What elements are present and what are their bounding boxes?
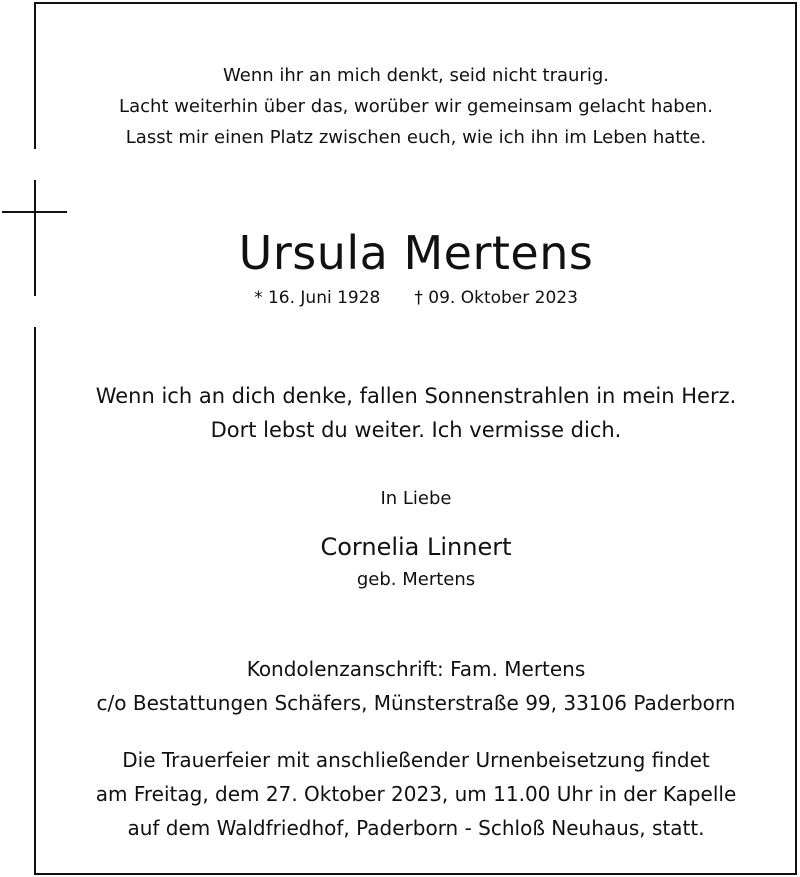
funeral-info: [36, 743, 796, 845]
death-date: † 09. Oktober 2023: [414, 288, 578, 308]
birth-date: * 16. Juni 1928: [254, 288, 381, 308]
condolence-address-line: Kondolenzanschrift: Fam. Mertens: [246, 657, 586, 681]
funeral-info-line: Die Trauerfeier mit anschließender Urnenbeisetzung findet: [122, 748, 710, 772]
funeral-info-line: auf dem Waldfriedhof, Paderborn - Schloß Neuhaus, statt.: [127, 816, 705, 840]
deceased-name: Ursula Mertens: [238, 226, 594, 280]
frame-bottom-border: [34, 873, 797, 875]
cross-horizontal-bar: [2, 211, 67, 213]
frame-top-border: [34, 2, 797, 4]
funeral-info-line: am Freitag, dem 27. Oktober 2023, um 11.00 Uhr in der Kapelle: [95, 782, 737, 806]
closing-phrase: In Liebe: [380, 488, 452, 509]
opening-quote: [36, 60, 796, 153]
opening-quote-line: Lasst mir einen Platz zwischen euch, wie ich ihn im Leben hatte.: [125, 127, 707, 148]
opening-quote-line: Lacht weiterhin über das, worüber wir gemeinsam gelacht haben.: [119, 96, 713, 117]
signer-name: Cornelia Linnert: [320, 533, 512, 561]
opening-quote-line: Wenn ihr an mich denkt, seid nicht traurig.: [223, 65, 609, 86]
signer-maiden-name: geb. Mertens: [356, 569, 476, 590]
personal-quote-line: Wenn ich an dich denke, fallen Sonnenstrahlen in mein Herz.: [95, 384, 737, 408]
personal-quote-line: Dort lebst du weiter. Ich vermisse dich.: [210, 418, 622, 442]
condolence-address-line: c/o Bestattungen Schäfers, Münsterstraße 99, 33106 Paderborn: [96, 691, 736, 715]
life-dates: [36, 286, 796, 310]
personal-quote: [36, 379, 796, 447]
condolence-address: [36, 652, 796, 720]
